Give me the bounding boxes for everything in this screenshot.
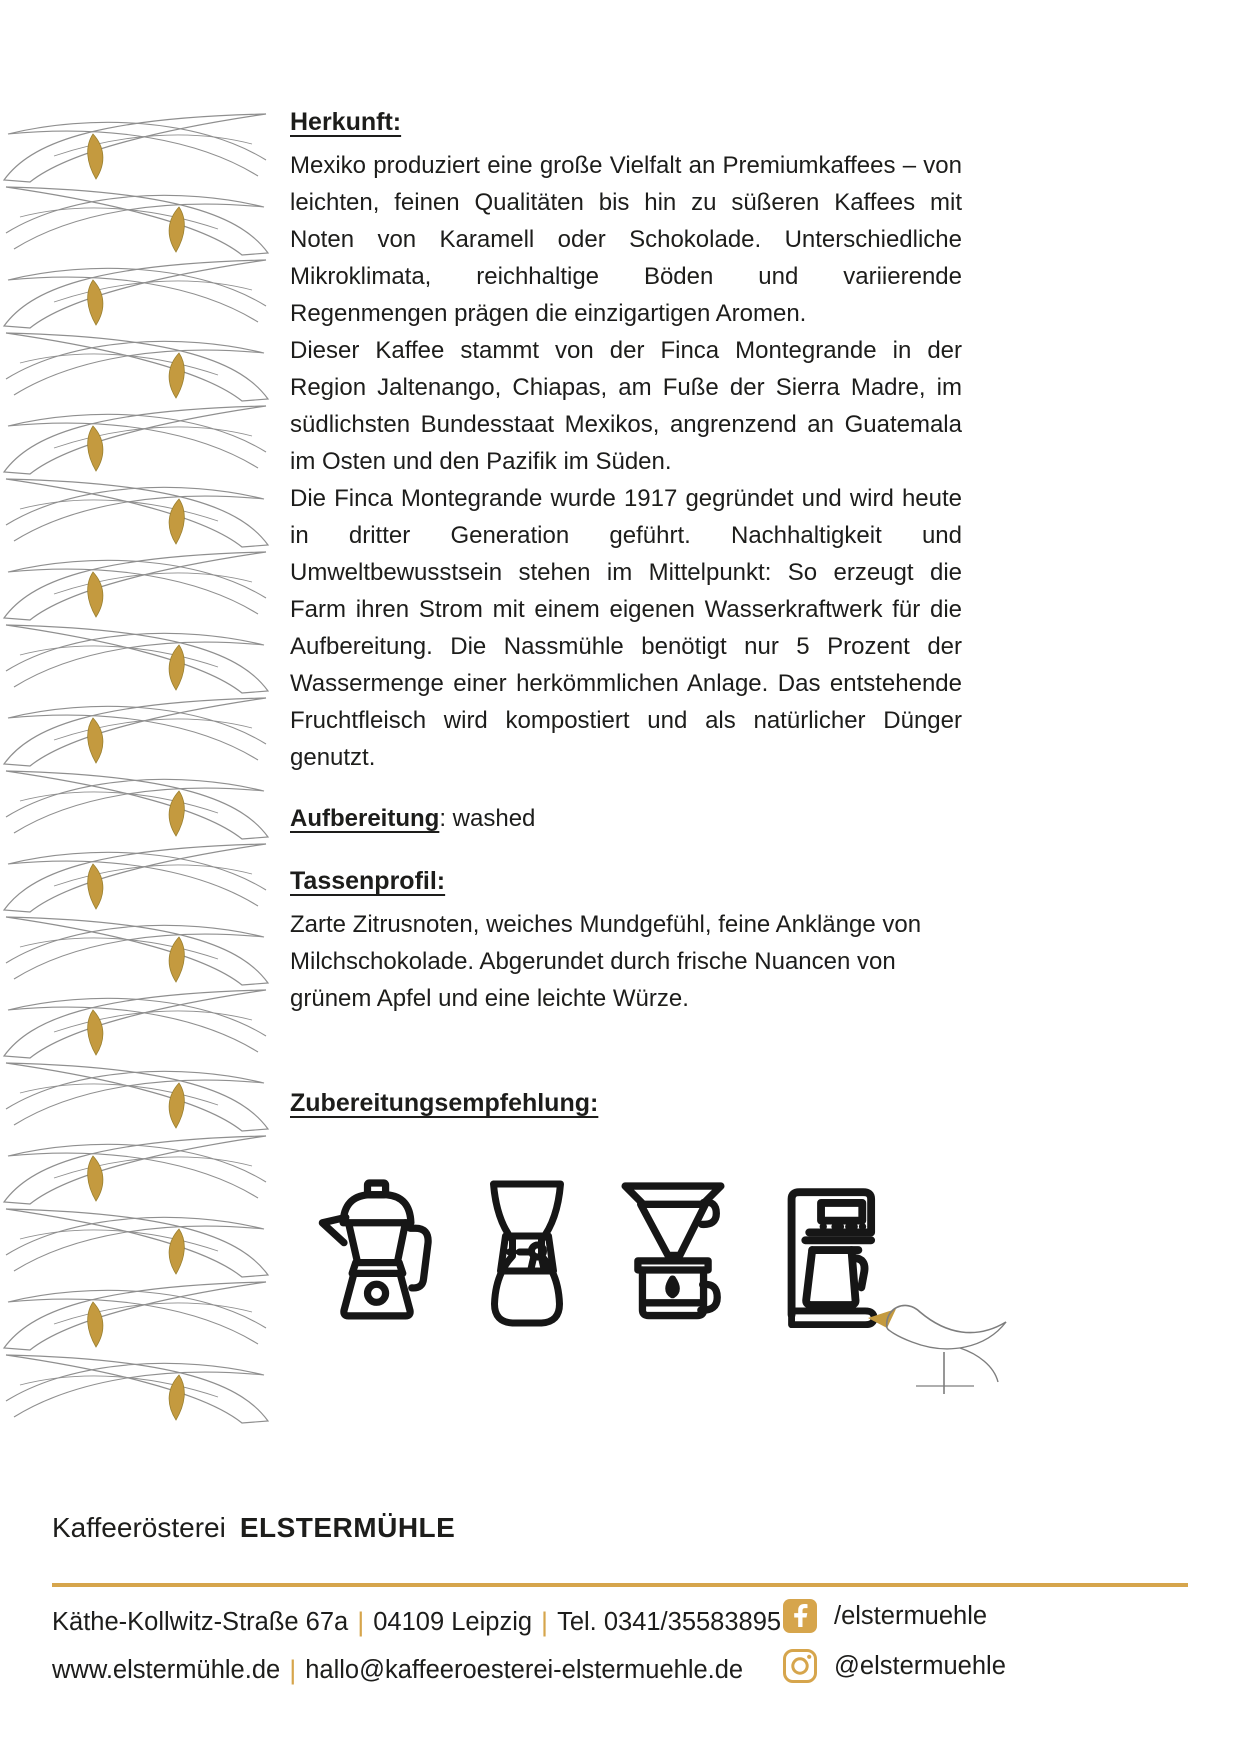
herkunft-paragraph-3: Die Finca Montegrande wurde 1917 gegründet und wird heute in dritter Generation geführt. Nachhaltigkeit und Umweltbewusstsein stehen im Mittelpunkt: So erzeugt die Farm ihren Strom mit einem eigenen Wasserkraftwerk für die Aufbereitung. Die Nassmühle benötigt nur 5 Prozent der Wassermenge einer herkömmlichen Anlage. Das entstehende Fruchtfleisch wird kompostiert und als natürlicher Dünger genutzt. (290, 485, 962, 771)
herkunft-paragraph-1: Mexiko produziert eine große Vielfalt an Premiumkaffees – von leichten, feinen Qualitäten bis hin zu süßeren Kaffees mit Noten von Karamell oder Schokolade. Unterschiedliche Mikroklimata, reichhaltige Böden und variierende Regenmengen prägen die einzigartigen Aromen. (290, 152, 962, 327)
chemex-icon (476, 1176, 578, 1328)
zubereitung-heading: Zubereitungsempfehlung: (290, 1089, 599, 1117)
city: 04109 Leipzig (373, 1608, 533, 1636)
contact-line-2 (52, 1654, 743, 1685)
instagram-row[interactable] (782, 1648, 1006, 1684)
aufbereitung-value: : washed (439, 805, 536, 832)
instagram-handle[interactable]: @elstermuehle (834, 1651, 1006, 1680)
tassenprofil-heading: Tassenprofil: (290, 867, 446, 895)
aufbereitung-line (290, 800, 962, 837)
separator-bar: | (357, 1607, 365, 1637)
main-content (290, 108, 962, 1328)
phone-number: Tel. 0341/35583895 (557, 1608, 782, 1636)
herkunft-heading: Herkunft: (290, 108, 402, 136)
tassenprofil-text: Zarte Zitrusnoten, weiches Mundgefühl, feine Anklänge von Milchschokolade. Abgerundet durch frische Nuancen von grünem Apfel und eine leichte Würze. (290, 911, 922, 1012)
brand-line (52, 1512, 455, 1544)
facebook-handle[interactable]: /elstermuehle (834, 1601, 988, 1630)
website-link[interactable]: www.elstermühle.de (52, 1656, 281, 1684)
brand-prefix: Kaffeerösterei (52, 1512, 226, 1543)
weave-pattern-decoration (0, 104, 272, 1464)
email-link[interactable]: hallo@kaffeeroesterei-elstermuehle.de (305, 1656, 744, 1684)
herkunft-paragraph-2: Dieser Kaffee stammt von der Finca Montegrande in der Region Jaltenango, Chiapas, am Fuße der Sierra Madre, im südlichsten Bundesstaat Mexikos, angrenzend an Guatemala im Osten und den Pazifik im Süden. (290, 337, 962, 475)
pour-over-mug-icon (616, 1170, 730, 1328)
moka-pot-icon (316, 1170, 438, 1328)
instagram-icon[interactable] (782, 1648, 818, 1684)
aufbereitung-label: Aufbereitung (290, 805, 440, 832)
separator-bar: | (289, 1655, 297, 1685)
street-address: Käthe-Kollwitz-Straße 67a (52, 1608, 349, 1636)
brand-name: ELSTERMÜHLE (239, 1512, 456, 1543)
separator-bar: | (541, 1607, 549, 1637)
facebook-row[interactable] (782, 1598, 987, 1634)
contact-line-1 (52, 1606, 781, 1637)
footer-divider (52, 1583, 1188, 1587)
magpie-logo-icon (856, 1282, 1012, 1402)
facebook-icon[interactable] (782, 1598, 818, 1634)
